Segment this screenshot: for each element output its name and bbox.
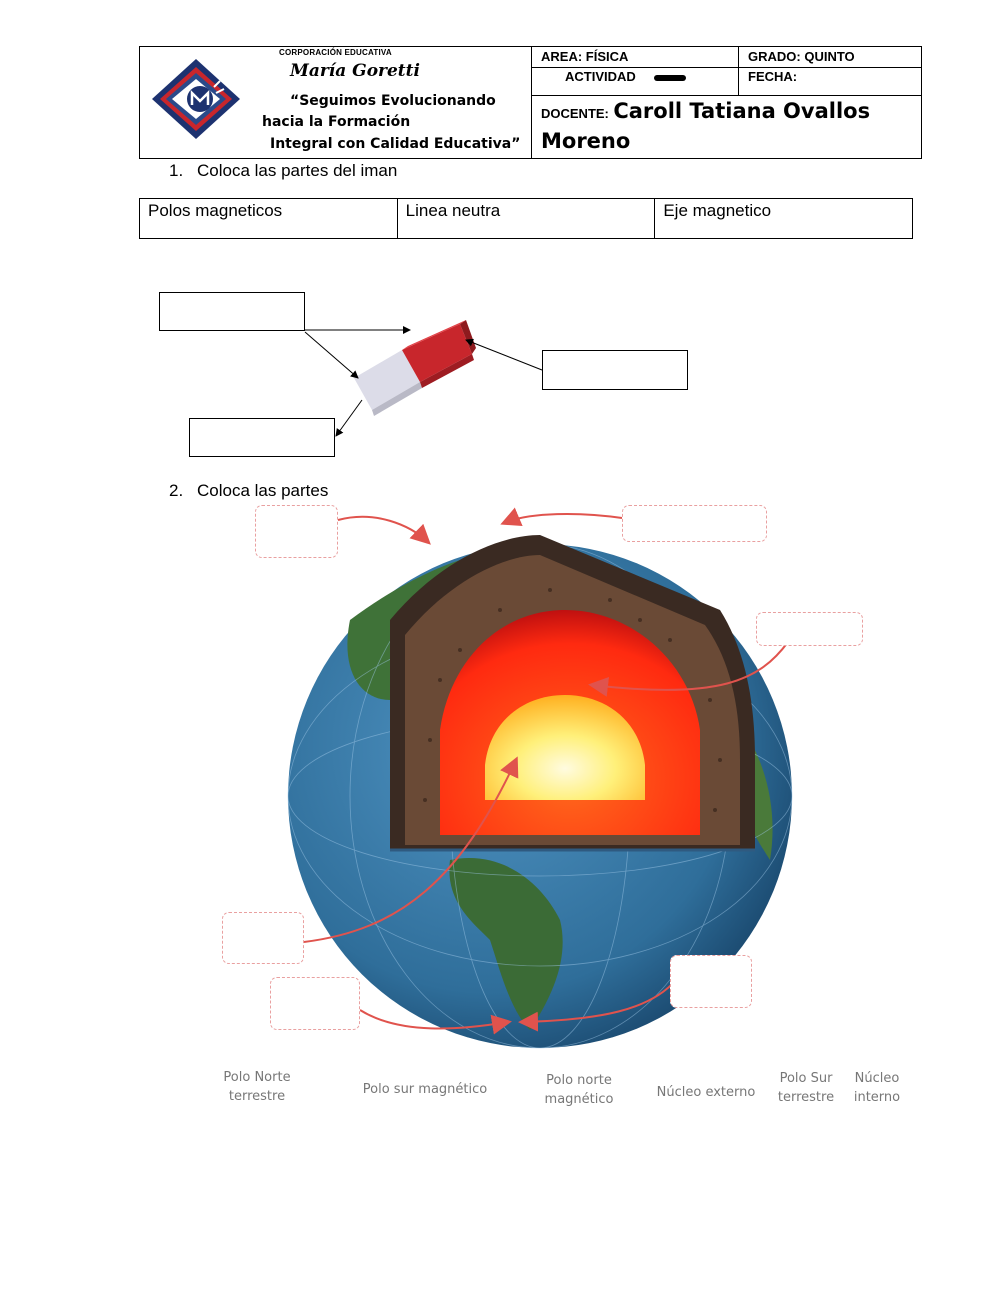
grade-label: GRADO: QUINTO (748, 49, 855, 64)
header-divider (531, 67, 921, 68)
motto-line: hacia la Formación (262, 114, 411, 130)
pointer-arrow (504, 514, 622, 523)
header-divider (738, 47, 739, 95)
word-bank-item[interactable] (772, 1069, 840, 1107)
word-bank-item[interactable] (537, 1071, 621, 1109)
question-number: 2. (169, 481, 184, 500)
word-line: Polo Norte (223, 1070, 291, 1085)
answer-box[interactable] (159, 292, 305, 331)
word-line: terrestre (777, 1090, 835, 1105)
pointer-arrow (338, 517, 428, 542)
teacher-label: DOCENTE: (541, 106, 609, 121)
label-box[interactable] (670, 955, 752, 1008)
word-line: magnético (544, 1092, 614, 1107)
word-line: Polo sur magnético (362, 1082, 488, 1097)
pointer-arrow (466, 340, 542, 370)
teacher-name: Caroll Tatiana Ovallos (613, 99, 871, 123)
word-bank-item[interactable] (215, 1068, 299, 1106)
word-bank-item[interactable] (656, 1083, 756, 1102)
label-box[interactable] (255, 505, 338, 558)
teacher-name-cont: Moreno (541, 129, 631, 153)
question-number: 1. (169, 161, 184, 180)
option-cell[interactable]: Linea neutra (398, 199, 656, 238)
label-box[interactable] (270, 977, 360, 1030)
word-line: terrestre (228, 1089, 286, 1104)
area-label: AREA: FÍSICA (541, 49, 629, 64)
word-line: Núcleo externo (656, 1085, 756, 1100)
header-divider (531, 47, 532, 158)
answer-box[interactable] (542, 350, 688, 390)
pointer-arrow (336, 400, 362, 436)
word-line: Núcleo (854, 1071, 900, 1086)
school-logo (150, 57, 242, 141)
label-box[interactable] (222, 912, 304, 964)
word-line: interno (853, 1090, 901, 1105)
word-bank-item[interactable] (355, 1080, 495, 1099)
teacher-row (541, 99, 870, 123)
label-box[interactable] (622, 505, 767, 542)
pointer-arrow (305, 332, 358, 378)
option-cell[interactable]: Eje magnetico (663, 201, 772, 220)
word-bank-item[interactable] (848, 1069, 906, 1107)
header-divider (531, 95, 921, 96)
header-table (139, 46, 922, 159)
motto-line: Integral con Calidad Educativa” (270, 136, 521, 152)
corporation-label: CORPORACIÓN EDUCATIVA (279, 48, 392, 57)
word-line: Polo norte (546, 1073, 612, 1088)
answer-box[interactable] (189, 418, 335, 457)
school-name: María Goretti (290, 61, 420, 81)
activity-mark (654, 75, 686, 81)
question-title: Coloca las partes del iman (197, 161, 398, 180)
magnet-image (354, 320, 476, 416)
options-table (139, 198, 913, 239)
word-line: Polo Sur (779, 1071, 833, 1086)
label-box[interactable] (756, 612, 863, 646)
date-label: FECHA: (748, 69, 798, 84)
question-title: Coloca las partes (197, 481, 329, 500)
option-cell[interactable]: Polos magneticos (140, 199, 398, 238)
activity-label: ACTIVIDAD (565, 69, 636, 84)
motto-line: “Seguimos Evolucionando (290, 93, 496, 109)
